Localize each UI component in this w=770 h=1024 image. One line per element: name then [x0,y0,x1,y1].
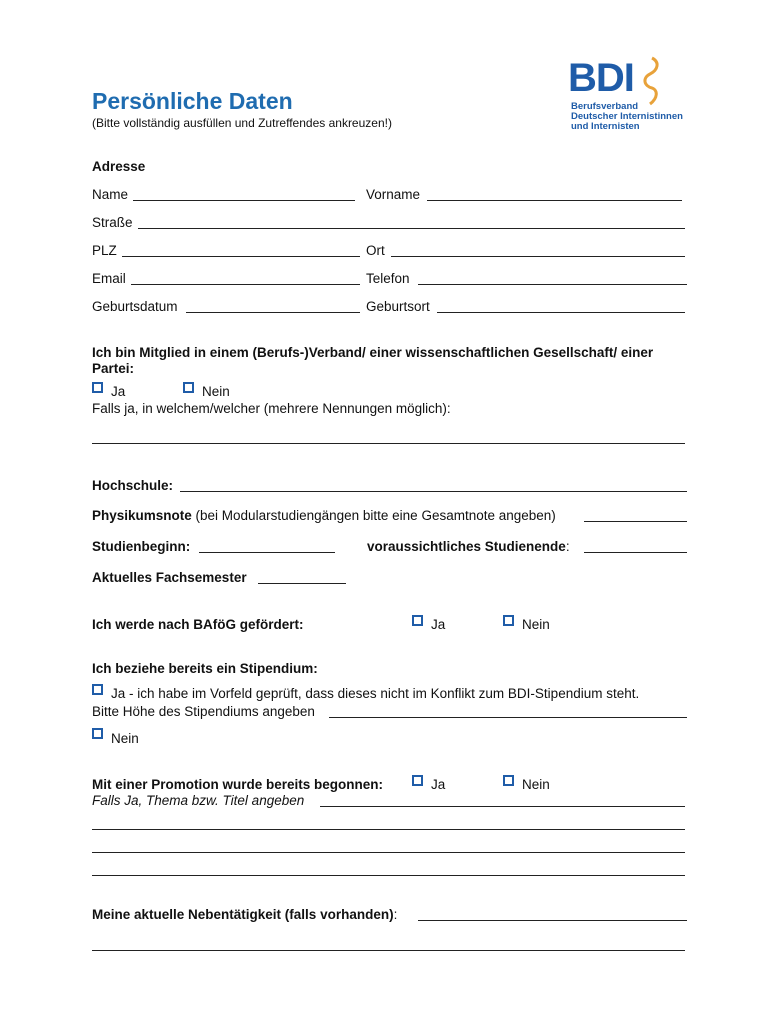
promotion-thema-line-3[interactable] [92,852,685,853]
membership-which-field[interactable] [92,443,685,444]
name-label: Name [92,187,129,202]
geburtsdatum-field[interactable] [186,312,360,313]
vorname-label: Vorname [366,187,421,202]
fachsemester-field[interactable] [258,583,346,584]
ort-field[interactable] [391,256,685,257]
membership-ja-label: Ja [111,384,126,399]
bdi-logo [568,56,688,136]
nebentaetigkeit-line-2[interactable] [92,950,685,951]
stipendium-nein-checkbox[interactable] [92,728,103,739]
strasse-field[interactable] [138,228,685,229]
hochschule-label: Hochschule: [92,478,174,493]
physikum-field[interactable] [584,521,687,522]
vorname-field[interactable] [427,200,682,201]
bafoeg-ja-label: Ja [431,617,446,632]
promotion-ja-checkbox[interactable] [412,775,423,786]
email-field[interactable] [131,284,360,285]
bafoeg-ja-checkbox[interactable] [412,615,423,626]
stipendium-hoehe-field[interactable] [329,717,687,718]
promotion-nein-label: Nein [522,777,550,792]
promotion-thema-label: Falls Ja, Thema bzw. Titel angeben [92,793,305,808]
studienende-label-colon: : [565,539,570,554]
studienbeginn-label: Studienbeginn: [92,539,191,554]
stipendium-ja-label: Ja - ich habe im Vorfeld geprüft, dass dieses nicht im Konflikt zum BDI-Stipendium steht. [111,686,640,701]
nebentaetigkeit-label [92,907,397,922]
telefon-field[interactable] [418,284,687,285]
plz-label: PLZ [92,243,117,258]
bafoeg-nein-checkbox[interactable] [503,615,514,626]
nebentaetigkeit-field[interactable] [418,920,687,921]
membership-nein-checkbox[interactable] [183,382,194,393]
studienende-label [367,539,570,554]
hochschule-field[interactable] [180,491,687,492]
logo-line-3: und Internisten [571,121,640,132]
nebentaetigkeit-label-bold: Meine aktuelle Nebentätigkeit (falls vorhanden) [92,907,394,922]
address-heading: Adresse [92,159,146,174]
membership-question-cont: Partei: [92,361,135,376]
stipendium-hoehe-label: Bitte Höhe des Stipendiums angeben [92,704,315,719]
ort-label: Ort [366,243,385,258]
membership-question: Ich bin Mitglied in einem (Berufs-)Verband/ einer wissenschaftlichen Gesellschaft/ einer [92,345,654,360]
promotion-nein-checkbox[interactable] [503,775,514,786]
email-label: Email [92,271,126,286]
stipendium-ja-checkbox[interactable] [92,684,103,695]
bafoeg-question: Ich werde nach BAföG gefördert: [92,617,304,632]
physikum-label-note: (bei Modularstudiengängen bitte eine Gesamtnote angeben) [191,508,556,523]
promotion-thema-line-4[interactable] [92,875,685,876]
fachsemester-label: Aktuelles Fachsemester [92,570,247,585]
membership-ja-checkbox[interactable] [92,382,103,393]
geburtsort-label: Geburtsort [366,299,430,314]
promotion-ja-label: Ja [431,777,446,792]
promotion-thema-line-2[interactable] [92,829,685,830]
telefon-label: Telefon [366,271,410,286]
name-field[interactable] [133,200,355,201]
studienende-label-bold: voraussichtliches Studienende [367,539,566,554]
promotion-question: Mit einer Promotion wurde bereits begonnen: [92,777,384,792]
promotion-thema-field[interactable] [320,806,685,807]
physikum-label-bold: Physikumsnote [92,508,192,523]
studienbeginn-field[interactable] [199,552,335,553]
strasse-label: Straße [92,215,133,230]
membership-nein-label: Nein [202,384,230,399]
logo-mark: BDI [568,56,634,100]
plz-field[interactable] [122,256,360,257]
studienende-field[interactable] [584,552,687,553]
page-title: Persönliche Daten [92,88,293,114]
geburtsdatum-label: Geburtsdatum [92,299,178,314]
bafoeg-nein-label: Nein [522,617,550,632]
stipendium-question: Ich beziehe bereits ein Stipendium: [92,661,318,676]
physikum-label [92,508,556,523]
logo-swirl-icon [638,56,664,106]
page-subtitle: (Bitte vollständig ausfüllen und Zutreffendes ankreuzen!) [92,116,392,130]
logo-line-1: Berufsverband [571,101,639,112]
stipendium-nein-label: Nein [111,731,139,746]
geburtsort-field[interactable] [437,312,685,313]
membership-which-label: Falls ja, in welchem/welcher (mehrere Nennungen möglich): [92,401,451,416]
nebentaetigkeit-label-colon: : [393,907,398,922]
logo-line-2: Deutscher Internistinnen [571,111,683,122]
